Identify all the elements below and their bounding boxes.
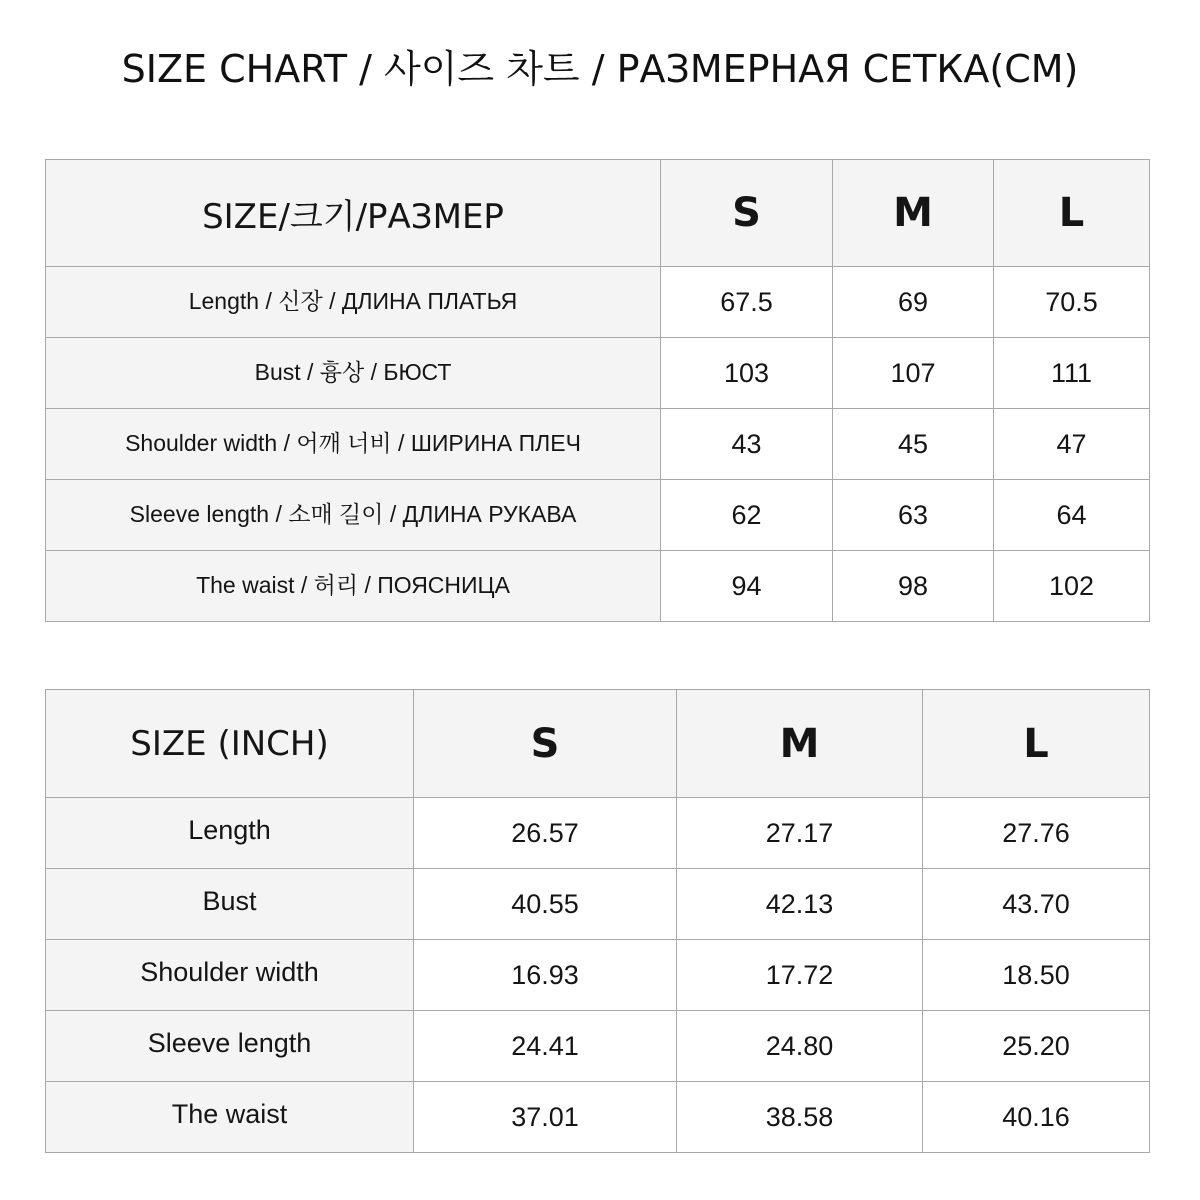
table-row-sleeve-length — [46, 480, 1150, 551]
size-header-l: L — [994, 160, 1150, 267]
row-label: Shoulder width — [140, 956, 319, 987]
value-l: 27.76 — [923, 798, 1150, 869]
value-m: 63 — [833, 480, 994, 551]
value-l: 111 — [994, 338, 1150, 409]
row-label: Bust — [202, 885, 257, 916]
row-label-cell — [46, 869, 414, 940]
row-label-cell — [46, 480, 661, 551]
row-label: Sleeve length / 소매 길이 / ДЛИНА РУКАВА — [129, 500, 577, 527]
row-label-cell — [46, 798, 414, 869]
row-label: The waist / 허리 / ПОЯСНИЦА — [196, 571, 510, 598]
value-m: 107 — [833, 338, 994, 409]
value-s: 24.41 — [414, 1011, 677, 1082]
table-row-shoulder-width — [46, 409, 1150, 480]
row-label-cell — [46, 551, 661, 622]
value-s: 62 — [661, 480, 833, 551]
value-s: 103 — [661, 338, 833, 409]
table-row-waist — [46, 1082, 1150, 1153]
value-s: 37.01 — [414, 1082, 677, 1153]
table-header-row — [46, 160, 1150, 267]
size-header-m: M — [677, 690, 923, 798]
row-label: Bust / 흉상 / БЮСТ — [254, 358, 452, 385]
table-header-row — [46, 690, 1150, 798]
value-m: 38.58 — [677, 1082, 923, 1153]
value-s: 43 — [661, 409, 833, 480]
row-label: Length / 신장 / ДЛИНА ПЛАТЬЯ — [188, 287, 518, 314]
row-label: Sleeve length — [147, 1027, 312, 1058]
size-header-label: SIZE/크기/РАЗМЕР — [46, 160, 661, 267]
value-l: 25.20 — [923, 1011, 1150, 1082]
row-label-cell — [46, 940, 414, 1011]
size-header-s: S — [661, 160, 833, 267]
value-m: 69 — [833, 267, 994, 338]
row-label-cell — [46, 267, 661, 338]
size-chart-inch-table — [45, 689, 1150, 1153]
row-label: Shoulder width / 어깨 너비 / ШИРИНА ПЛЕЧ — [125, 429, 581, 456]
size-header-label: SIZE (INCH) — [46, 690, 414, 798]
value-m: 24.80 — [677, 1011, 923, 1082]
table-row-waist — [46, 551, 1150, 622]
size-header-m: M — [833, 160, 994, 267]
row-label: Length — [188, 814, 271, 845]
value-l: 64 — [994, 480, 1150, 551]
table-row-sleeve-length — [46, 1011, 1150, 1082]
value-l: 70.5 — [994, 267, 1150, 338]
value-m: 17.72 — [677, 940, 923, 1011]
table-row-length — [46, 267, 1150, 338]
row-label-cell — [46, 338, 661, 409]
value-l: 102 — [994, 551, 1150, 622]
value-s: 67.5 — [661, 267, 833, 338]
value-s: 40.55 — [414, 869, 677, 940]
value-l: 47 — [994, 409, 1150, 480]
value-m: 98 — [833, 551, 994, 622]
row-label-cell — [46, 1011, 414, 1082]
value-m: 45 — [833, 409, 994, 480]
value-s: 26.57 — [414, 798, 677, 869]
size-header-s: S — [414, 690, 677, 798]
value-l: 43.70 — [923, 869, 1150, 940]
row-label-cell — [46, 409, 661, 480]
page-title: SIZE CHART / 사이즈 차트 / РАЗМЕРНАЯ СЕТКА(CM) — [121, 47, 1079, 91]
size-chart-cm-table — [45, 159, 1150, 622]
size-header-l: L — [923, 690, 1150, 798]
value-m: 27.17 — [677, 798, 923, 869]
row-label-cell — [46, 1082, 414, 1153]
table-row-shoulder-width — [46, 940, 1150, 1011]
value-m: 42.13 — [677, 869, 923, 940]
table-row-length — [46, 798, 1150, 869]
table-row-bust — [46, 338, 1150, 409]
value-l: 40.16 — [923, 1082, 1150, 1153]
value-s: 16.93 — [414, 940, 677, 1011]
value-l: 18.50 — [923, 940, 1150, 1011]
value-s: 94 — [661, 551, 833, 622]
row-label: The waist — [171, 1098, 288, 1129]
table-row-bust — [46, 869, 1150, 940]
